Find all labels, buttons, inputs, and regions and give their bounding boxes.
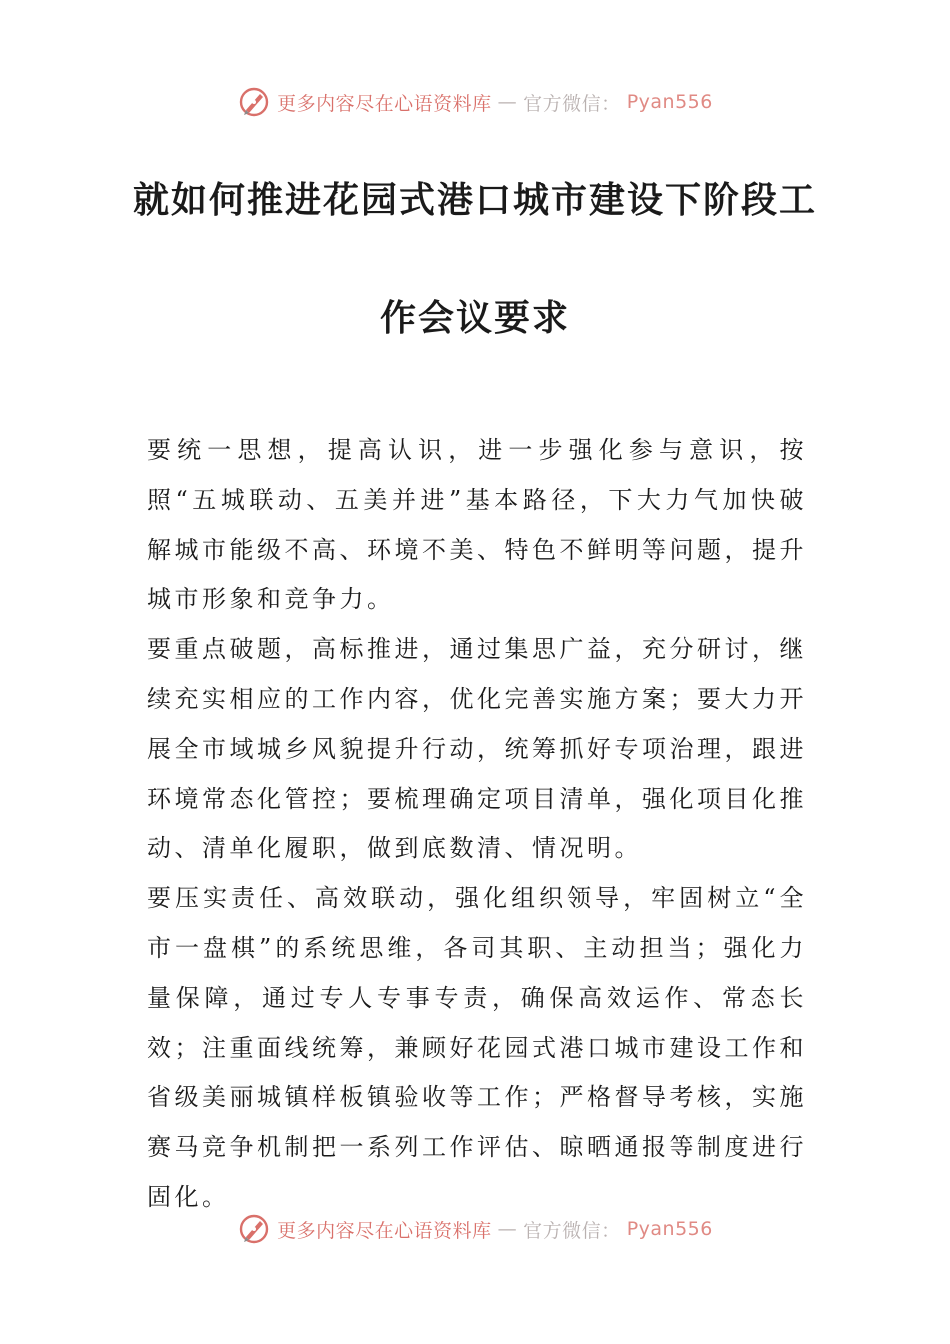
paragraph-2: 要重点破题，高标推进，通过集思广益，充分研讨，继续充实相应的工作内容，优化完善实施方案；要大力开展全市域城乡风貌提升行动，统筹抓好专项治理，跟进环境常态化管控；要梳理确定项目清单，强化项目化推动、清单化履职，做到底数清、情况明。: [147, 635, 807, 863]
watermark-label: 官方微信：: [523, 1219, 621, 1242]
watermark-wechat-id: Pyan556: [626, 1218, 713, 1240]
footer-watermark: [0, 1212, 950, 1246]
paragraph-3: 要压实责任、高效联动，强化组织领导，牢固树立“全市一盘棋”的系统思维，各司其职、主动担当；强化力量保障，通过专人专事专责，确保高效运作、常态长效；注重面线统筹，兼顾好花园式港口城市建设工作和省级美丽城镇样板镇验收等工作；严格督导考核，实施赛马竞争机制把一系列工作评估、晾晒通报等制度进行固化。: [147, 884, 807, 1211]
watermark-dash: —: [497, 91, 518, 113]
paragraph-1: 要统一思想，提高认识，进一步强化参与意识，按照“五城联动、五美并进”基本路径，下大力气加快破解城市能级不高、环境不美、特色不鲜明等问题，提升城市形象和竞争力。: [147, 436, 807, 614]
watermark-label: 官方微信：: [523, 92, 621, 115]
watermark-dash: —: [497, 1218, 518, 1240]
header-watermark: [0, 85, 950, 119]
pen-logo-icon: [237, 1212, 271, 1246]
watermark-lead-text: 更多内容尽在心语资料库: [277, 1219, 492, 1242]
document-body: [147, 426, 807, 1223]
watermark-wechat-id: Pyan556: [626, 91, 713, 113]
pen-logo-icon: [237, 85, 271, 119]
watermark-lead-text: 更多内容尽在心语资料库: [277, 92, 492, 115]
document-title-line-1: 就如何推进花园式港口城市建设下阶段工: [132, 179, 817, 221]
document-title-line-2: 作会议要求: [379, 297, 570, 339]
